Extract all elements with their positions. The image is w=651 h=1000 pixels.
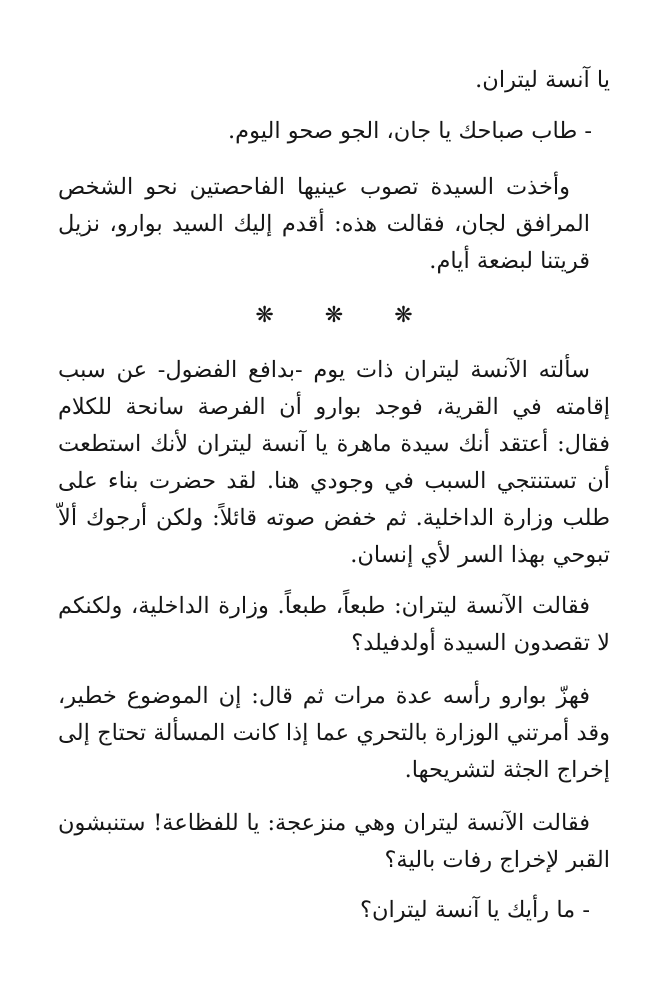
paragraph-5: فقالت الآنسة ليتران: طبعاً، طبعاً. وزارة الداخلية، ولكنكم لا تقصدون السيدة أولدفيلد؟ [58,593,610,656]
section-separator: ❋ ❋ ❋ [255,303,435,328]
paragraph-8: - ما رأيك يا آنسة ليتران؟ [360,897,590,923]
paragraph-1: يا آنسة ليتران. [475,67,610,93]
paragraph-6: فهزّ بوارو رأسه عدة مرات ثم قال: إن الموضوع خطير، وقد أمرتني الوزارة بالتحري عما إذا كانت المسألة تحتاج إلى إخراج الجثة لتشريحها. [58,683,610,783]
book-page [58,62,610,929]
paragraph-3: وأخذت السيدة تصوب عينيها الفاحصتين نحو الشخص المرافق لجان، فقالت هذه: أقدم إليك السيد بوارو، نزيل قريتنا لبضعة أيام. [58,174,590,274]
paragraph-7: فقالت الآنسة ليتران وهي منزعجة: يا للفظاعة! ستنبشون القبر لإخراج رفات بالية؟ [58,810,610,873]
paragraph-4: سألته الآنسة ليتران ذات يوم -بدافع الفضول- عن سبب إقامته في القرية، فوجد بوارو أن الفرصة سانحة للكلام فقال: أعتقد أنك سيدة ماهرة يا آنسة ليتران لأنك استطعت أن تستنتجي السبب في وجودي هنا. لقد حضرت بناء على طلب وزارة الداخلية. ثم خفض صوته قائلاً: ولكن أرجوك ألاّ تبوحي بهذا السر لأي إنسان. [58,357,610,568]
paragraph-2: - طاب صباحك يا جان، الجو صحو اليوم. [227,118,592,144]
